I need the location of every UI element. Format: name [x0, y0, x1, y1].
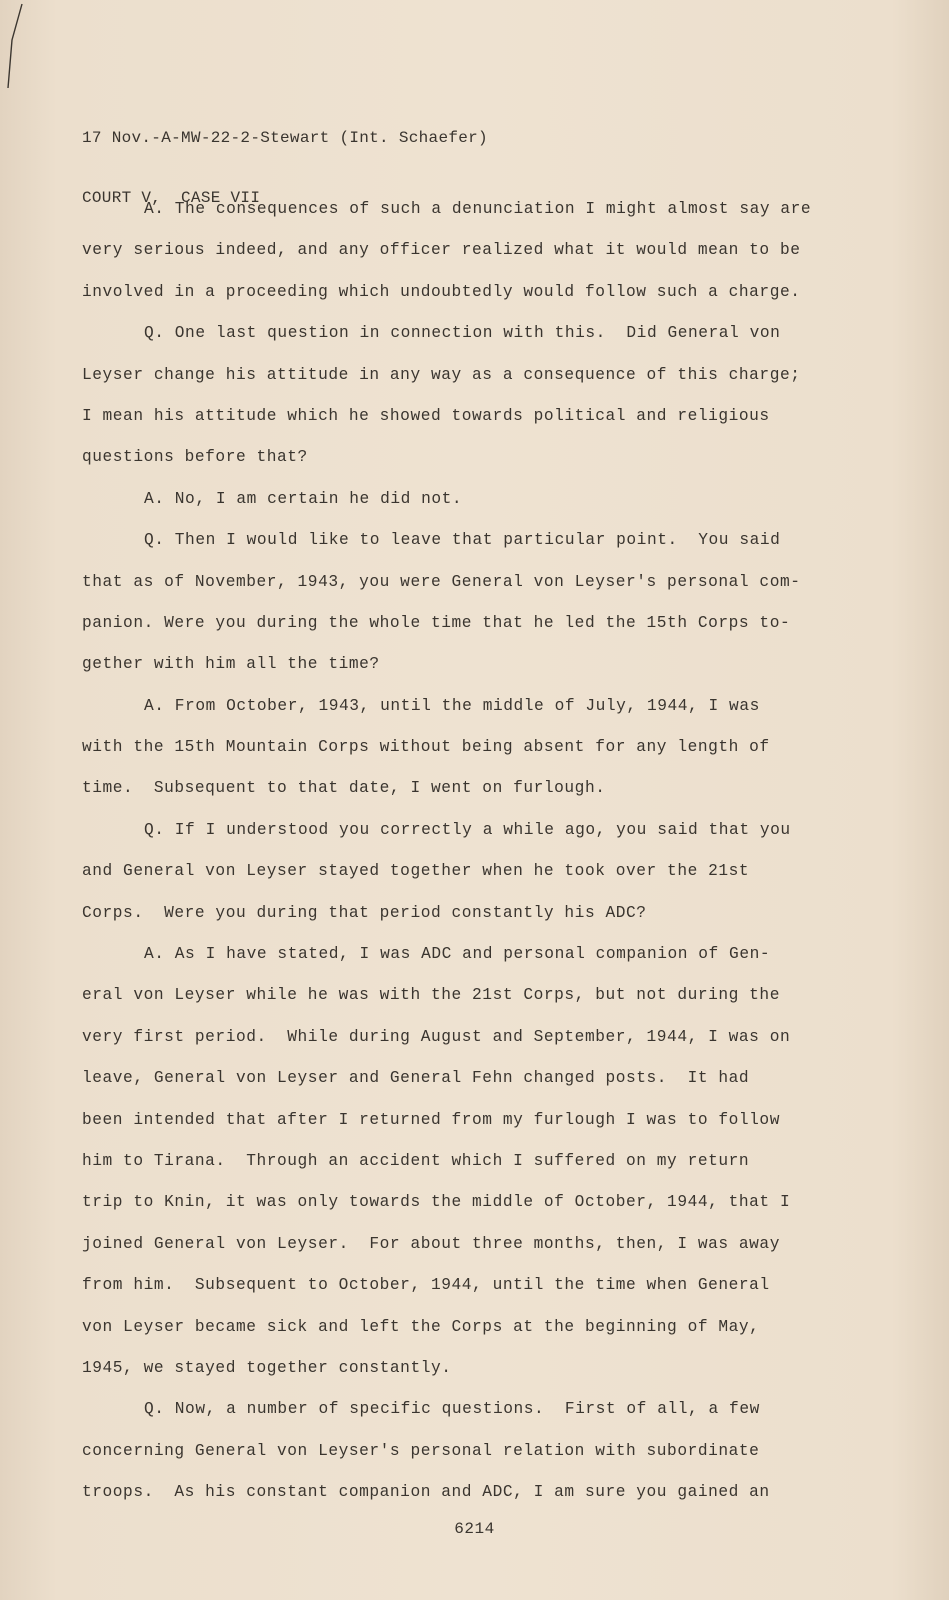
transcript-line: very serious indeed, and any officer realized what it would mean to be	[82, 241, 801, 260]
transcript-line: very first period. While during August and September, 1944, I was on	[82, 1027, 791, 1046]
transcript-line: Leyser change his attitude in any way as a consequence of this charge;	[82, 365, 801, 384]
transcript-line: him to Tirana. Through an accident which I suffered on my return	[82, 1151, 750, 1170]
transcript-line: A. No, I am certain he did not.	[144, 489, 463, 508]
transcript-line: eral von Leyser while he was with the 21st Corps, but not during the	[82, 986, 780, 1005]
transcript-line: panion. Were you during the whole time that he led the 15th Corps to-	[82, 613, 791, 632]
transcript-line: been intended that after I returned from my furlough I was to follow	[82, 1110, 780, 1129]
transcript-line: A. The consequences of such a denunciation I might almost say are	[144, 200, 812, 218]
transcript-line: troops. As his constant companion and ADC, I am sure you gained an	[82, 1483, 770, 1502]
transcript-line: joined General von Leyser. For about three months, then, I was away	[82, 1234, 780, 1253]
header-court-case: COURT V, CASE VII	[82, 189, 261, 207]
transcript-line: leave, General von Leyser and General Fehn changed posts. It had	[82, 1069, 750, 1088]
transcript-line: trip to Knin, it was only towards the middle of October, 1944, that I	[82, 1193, 791, 1212]
transcript-line: gether with him all the time?	[82, 655, 380, 674]
transcript-line: with the 15th Mountain Corps without being absent for any length of	[82, 738, 770, 757]
transcript-line: that as of November, 1943, you were General von Leyser's personal com-	[82, 572, 801, 591]
transcript-line: involved in a proceeding which undoubtedly would follow such a charge.	[82, 282, 801, 301]
transcript-line: Corps. Were you during that period constantly his ADC?	[82, 903, 647, 922]
transcript-line: 1945, we stayed together constantly.	[82, 1358, 452, 1377]
transcript-line: and General von Leyser stayed together when he took over the 21st	[82, 862, 750, 881]
page-number: 6214	[454, 1520, 495, 1538]
transcript-line: from him. Subsequent to October, 1944, until the time when General	[82, 1276, 770, 1295]
transcript-line: concerning General von Leyser's personal relation with subordinate	[82, 1441, 760, 1460]
transcript-line: Q. Then I would like to leave that particular point. You said	[144, 531, 781, 550]
paper-fold-mark	[0, 0, 30, 90]
transcript-line: Q. Now, a number of specific questions. First of all, a few	[144, 1400, 760, 1419]
transcript-line: I mean his attitude which he showed towards political and religious	[82, 406, 770, 425]
transcript-line: Q. One last question in connection with this. Did General von	[144, 324, 781, 343]
transcript-line: A. From October, 1943, until the middle of July, 1944, I was	[144, 696, 760, 715]
transcript-line: Q. If I understood you correctly a while ago, you said that you	[144, 820, 791, 839]
transcript-line: A. As I have stated, I was ADC and personal companion of Gen-	[144, 945, 771, 964]
transcript-body	[82, 189, 842, 1514]
transcript-line: von Leyser became sick and left the Corps at the beginning of May,	[82, 1317, 760, 1336]
transcript-line: time. Subsequent to that date, I went on furlough.	[82, 779, 606, 798]
transcript-line: questions before that?	[82, 448, 308, 467]
header-case-reference: 17 Nov.-A-MW-22-2-Stewart (Int. Schaefer)	[82, 129, 488, 147]
